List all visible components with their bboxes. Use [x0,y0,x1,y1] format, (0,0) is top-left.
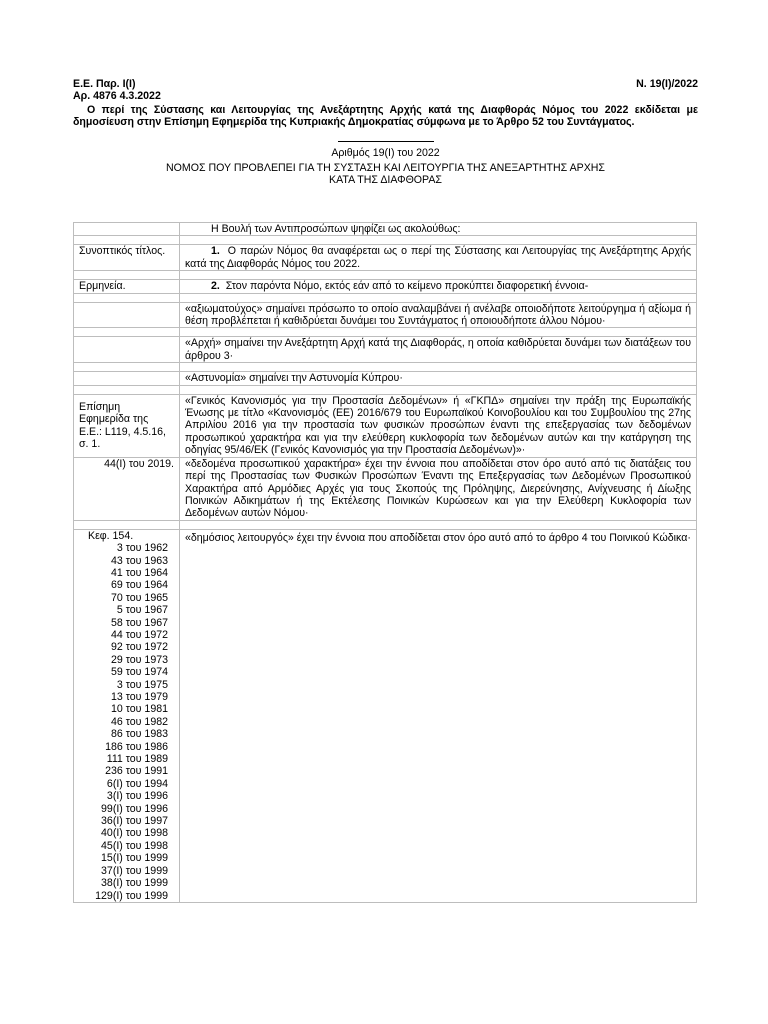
separator-line [338,141,434,142]
definition-personal-data: «δεδομένα προσωπικού χαρακτήρα» έχει την έννοια που αποδίδεται στον όρο αυτό από τις διατάξεις του περί της Προστασίας των Φυσικών Προσώπων Έναντι της Επεξεργασίας των Δεδομένων Προσωπικού Χαρακτήρα από Αρμόδιες Αρχές για τους Σκοπούς της Πρόληψης, Διερεύνησης, Ανίχνευσης ή Δίωξης Ποινικών Αδικημάτων ή της Εκτέλεσης Ποινικών Κυρώσεων και για την Ελεύθερη Κυκλοφορία των Δεδομένων αυτών Νόμου· [180,457,697,520]
definition-civil-servant: «δημόσιος λειτουργός» έχει την έννοια που αποδίδεται στον όρο αυτό από το άρθρο 4 του Ποινικού Κώδικα· [180,529,697,902]
reference-chapter: Κεφ. 154. [88,529,134,542]
reference-item: 3(Ι) του 1996 [106,790,168,803]
enacting-formula: Η Βουλή των Αντιπροσώπων ψηφίζει ως ακολούθως: [180,223,697,236]
table-row [74,280,697,293]
table-row [74,271,697,280]
margin-cell [74,223,180,236]
reference-item: 6(Ι) του 1994 [106,777,168,790]
reference-item: 40(Ι) του 1998 [101,827,168,840]
reference-item: 44 του 1972 [111,628,168,641]
table-row [74,223,697,236]
law-title-line-1: ΝΟΜΟΣ ΠΟΥ ΠΡΟΒΛΕΠΕΙ ΓΙΑ ΤΗ ΣΥΣΤΑΣΗ ΚΑΙ ΛΕΙΤΟΥΡΓΙΑ ΤΗΣ ΑΝΕΞΑΡΤΗΤΗΣ ΑΡΧΗΣ [166,162,605,175]
reference-item: 5 του 1967 [116,604,168,617]
margin-references [74,529,180,902]
reference-item: 29 του 1973 [111,653,168,666]
reference-item: 58 του 1967 [111,616,168,629]
table-row [74,372,697,385]
reference-item: 236 του 1991 [105,765,168,778]
definition-police: «Αστυνομία» σημαίνει την Αστυνομία Κύπρου· [180,372,697,385]
gazette-issue-date: Αρ. 4876 4.3.2022 [73,90,161,103]
section-1 [180,245,697,271]
section-2-text: Στον παρόντα Νόμο, εκτός εάν από το κείμενο προκύπτει διαφορετική έννοια- [225,280,589,293]
reference-list [88,542,174,902]
publication-statement: Ο περί της Σύστασης και Λειτουργίας της Ανεξάρτητης Αρχής κατά της Διαφθοράς Νόμος του 2022 εκδίδεται με δημοσίευση στην Επίσημη Εφημερίδα της Κυπριακής Δημοκρατίας σύμφωνα με το Άρθρο 52 του Συντάγματος. [73,103,698,129]
reference-item: 43 του 1963 [111,554,168,567]
law-body-table [73,222,697,903]
reference-item: 45(Ι) του 1998 [101,839,168,852]
reference-item: 59 του 1974 [111,666,168,679]
table-row [74,363,697,372]
reference-item: 10 του 1981 [111,703,168,716]
reference-item: 70 του 1965 [111,591,168,604]
margin-note-interpretation: Ερμηνεία. [74,280,180,293]
reference-item: 129(Ι) του 1999 [95,889,168,902]
document-header [73,78,698,187]
table-row [74,245,697,271]
table-row [74,328,697,337]
reference-item: 3 του 1962 [116,542,168,555]
reference-item: 186 του 1986 [105,740,168,753]
section-2 [180,280,697,293]
table-row [74,394,697,457]
margin-cell [74,302,180,328]
definition-gdpr: «Γενικός Κανονισμός για την Προστασία Δεδομένων» ή «ΓΚΠΔ» σημαίνει την πράξη της Ευρωπαϊκής Ένωσης με τίτλο «Κανονισμός (ΕΕ) 2016/679 του Ευρωπαϊκού Κοινοβουλίου και του Συμβουλίου της 27ης Απριλίου 2016 για την προστασία των φυσικών προσώπων έναντι της επεξεργασίας των δεδομένων προσωπικού χαρακτήρα και για την ελεύθερη κυκλοφορία των δεδομένων αυτών και την κατάργηση της οδηγίας 95/46/ΕΚ (Γενικός Κανονισμός για την Προστασία Δεδομένων)»· [180,394,697,457]
margin-cell [74,372,180,385]
section-1-text: Ο παρών Νόμος θα αναφέρεται ως ο περί της Σύστασης και Λειτουργίας της Ανεξάρτητης Αρχής κατά της Διαφθοράς Νόμος του 2022. [185,245,692,270]
margin-note-law-44-2019: 44(Ι) του 2019. [74,457,180,520]
reference-item: 69 του 1964 [111,579,168,592]
reference-item: 15(Ι) του 1999 [101,852,168,865]
table-row [74,529,697,902]
reference-item: 86 του 1983 [111,728,168,741]
reference-item: 36(Ι) του 1997 [101,815,168,828]
table-row [74,302,697,328]
table-row [74,385,697,394]
reference-item: 41 του 1964 [111,566,168,579]
table-row [74,457,697,520]
reference-item: 46 του 1982 [111,715,168,728]
margin-note-short-title: Συνοπτικός τίτλος. [74,245,180,271]
gazette-reference: Ε.Ε. Παρ. Ι(Ι) [73,78,136,90]
reference-item: 111 του 1989 [106,753,168,766]
table-row [74,293,697,302]
table-row [74,520,697,529]
gazette-header-row [73,78,698,90]
reference-item: 38(Ι) του 1999 [101,877,168,890]
reference-item: 37(Ι) του 1999 [101,864,168,877]
margin-note-gdpr: Επίσημη Εφημερίδα της Ε.Ε.: L119, 4.5.16, σ. 1. [74,394,180,457]
definition-official: «αξιωματούχος» σημαίνει πρόσωπο το οποίο αναλαμβάνει ή ανέλαβε οποιοδήποτε λειτούργημα ή αξίωμα ή θέση προβλέπεται ή καθιδρύεται δυνάμει του Συντάγματος ή οποιουδήποτε άλλου Νόμου· [180,302,697,328]
reference-item: 3 του 1975 [116,678,168,691]
reference-item: 92 του 1972 [111,641,168,654]
table-row [74,337,697,363]
definition-authority: «Αρχή» σημαίνει την Ανεξάρτητη Αρχή κατά της Διαφθοράς, η οποία καθιδρύεται δυνάμει των διατάξεων του άρθρου 3· [180,337,697,363]
law-number: Αριθμός 19(Ι) του 2022 [331,146,440,159]
section-number: 2. [211,280,220,293]
table-row [74,236,697,245]
law-reference: Ν. 19(Ι)/2022 [636,78,698,90]
margin-cell [74,337,180,363]
section-number: 1. [211,245,220,258]
reference-item: 99(Ι) του 1996 [101,802,168,815]
law-title-line-2: ΚΑΤΑ ΤΗΣ ΔΙΑΦΘΟΡΑΣ [329,174,442,187]
reference-item: 13 του 1979 [111,691,168,703]
